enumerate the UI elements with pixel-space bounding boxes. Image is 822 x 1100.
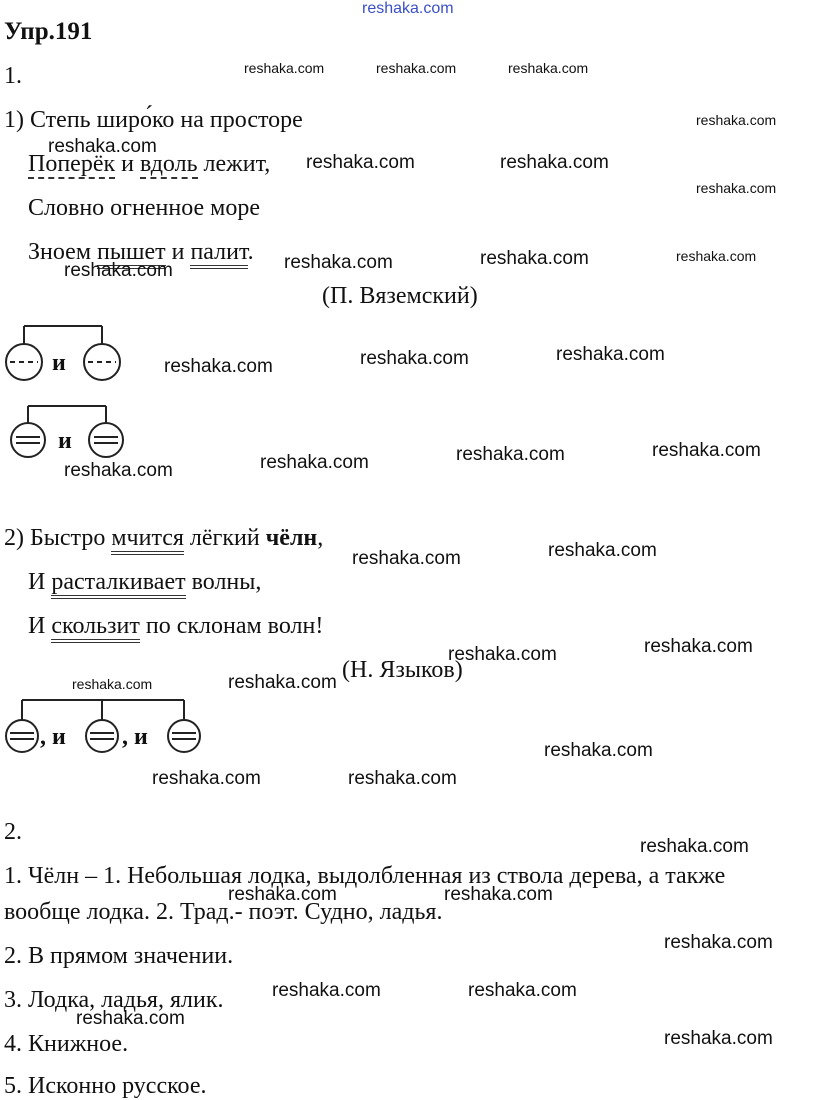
poem2-author: (Н. Языков) [342,657,463,683]
watermark: reshaka.com [152,768,261,789]
watermark: reshaka.com [360,348,469,369]
watermark: reshaka.com [260,452,369,473]
watermark: reshaka.com [640,836,749,857]
watermark: reshaka.com [508,60,589,76]
watermark: reshaka.com [164,356,273,377]
watermark: reshaka.com [500,152,609,173]
watermark: reshaka.com [352,548,461,569]
scheme-3 [0,692,220,762]
watermark: reshaka.com [348,768,457,789]
watermark: reshaka.com [306,152,415,173]
poem2-line1: 2) Быстро мчится лёгкий чёлн, [4,524,323,552]
scheme-1 [0,318,130,388]
section-number-2: 2. [4,819,22,845]
scheme3-sep1: , и [40,724,66,750]
watermark: reshaka.com [376,60,457,76]
section2-line-4: 3. Лодка, ладья, ялик. [4,987,224,1013]
word-mchitsya: мчится [111,525,184,555]
scheme2-conj: и [58,428,72,454]
watermark: reshaka.com [444,884,553,905]
section2-line-2: вообще лодка. 2. Трад.- поэт. Судно, ладья. [4,899,443,925]
poem1-line4: Зноем пышет и палит. [28,238,254,266]
word-rastalkivaet: расталкивает [51,569,185,599]
watermark: reshaka.com [548,540,657,561]
section-number-1: 1. [4,63,22,89]
word-pyshet: пышет [97,239,166,269]
scheme3-sep2: , и [122,724,148,750]
word-palit: палит [190,239,247,269]
scheme-2 [4,398,134,468]
watermark: reshaka.com [480,248,589,269]
watermark: reshaka.com [228,672,337,693]
watermark: reshaka.com [644,636,753,657]
watermark: reshaka.com [456,444,565,465]
watermark: reshaka.com [64,460,173,481]
watermark: reshaka.com [244,60,325,76]
watermark: reshaka.com [468,980,577,1001]
word-skolzit: скользит [51,613,140,643]
exercise-title: Упр.191 [4,18,93,45]
watermark: reshaka.com [556,344,665,365]
watermark: reshaka.com [664,932,773,953]
poem1-author: (П. Вяземский) [322,283,478,309]
word-poperyok: Поперёк [28,151,116,177]
scheme1-conj: и [52,350,66,376]
watermark: reshaka.com [48,136,157,157]
section2-line-3: 2. В прямом значении. [4,943,234,969]
watermark: reshaka.com [284,252,393,273]
watermark: reshaka.com [544,740,653,761]
watermark: reshaka.com [664,1028,773,1049]
poem1-line2: Поперёк и вдоль лежит, [28,151,271,177]
watermark: reshaka.com [272,980,381,1001]
section2-line-6: 5. Исконно русское. [4,1073,207,1099]
poem2-line3: И скользит по склонам волн! [28,612,323,640]
watermark: reshaka.com [72,676,153,692]
word-cheln: чёлн [265,525,318,551]
section2-line-5: 4. Книжное. [4,1031,129,1057]
watermark: reshaka.com [76,1008,185,1029]
watermark: reshaka.com [676,248,757,264]
word-vdol: вдоль [139,151,198,177]
section2-line-1: 1. Чёлн – 1. Небольшая лодка, выдолбленная из ствола дерева, а также [4,863,726,889]
poem2-line2: И расталкивает волны, [28,568,261,596]
poem1-line3: Словно огненное море [28,195,260,221]
watermark: reshaka.com [448,644,557,665]
watermark: reshaka.com [696,112,777,128]
poem1-line1: 1) Степь широ́ко на просторе [4,107,303,133]
watermark: reshaka.com [652,440,761,461]
watermark: reshaka.com [696,180,777,196]
watermark: reshaka.com [228,884,337,905]
watermark: reshaka.com [64,260,173,281]
watermark-top: reshaka.com [362,0,454,17]
